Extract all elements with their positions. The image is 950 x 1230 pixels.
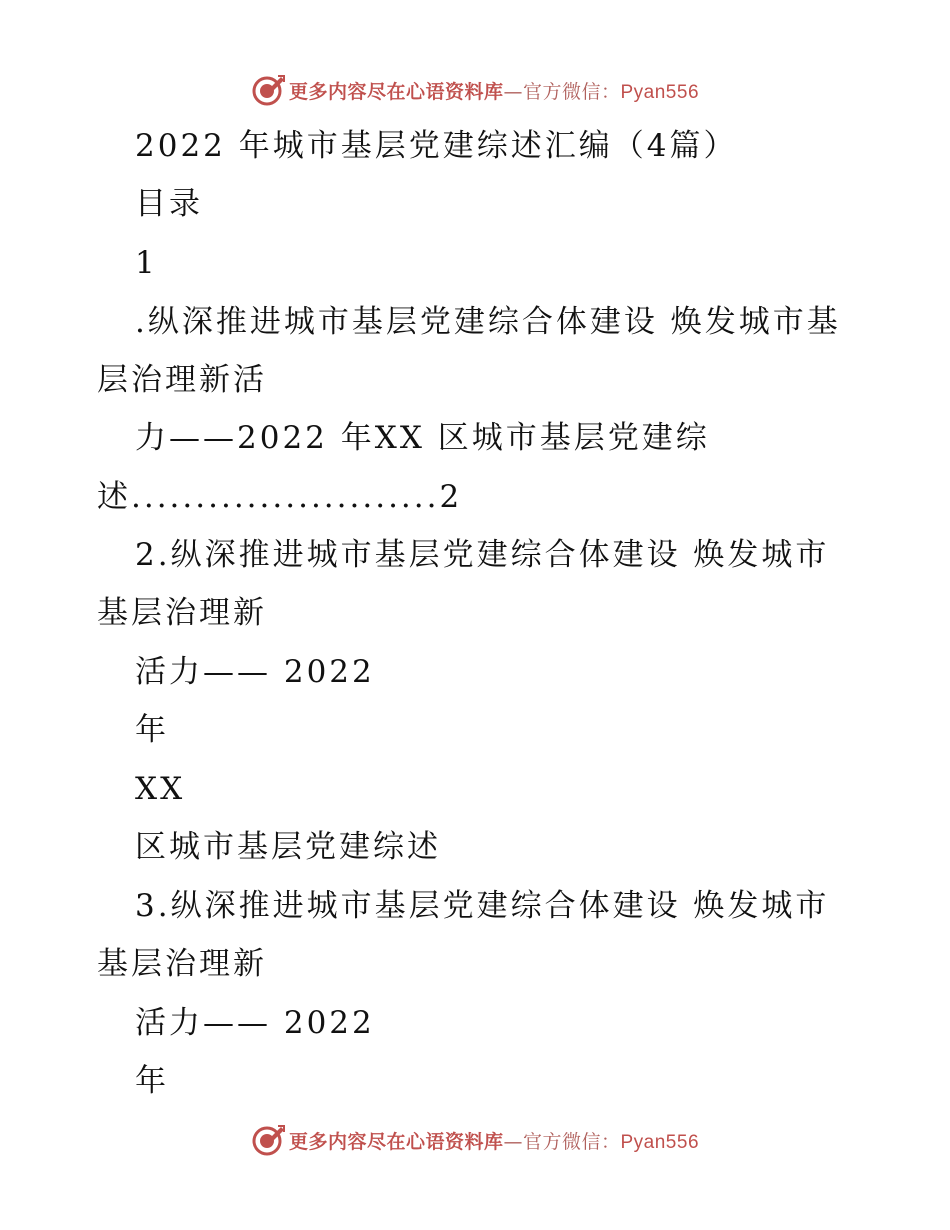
toc-line: 区城市基层党建综述 xyxy=(135,829,441,865)
toc-line: 年 xyxy=(135,712,169,748)
toc-line: 基层治理新 xyxy=(97,946,267,982)
banner-separator: —官方微信： xyxy=(503,1130,621,1153)
toc-line: 述........................2 xyxy=(97,479,463,515)
toc-line: 活力—— 2022 xyxy=(135,1005,375,1041)
banner-wechat-id: Pyan556 xyxy=(620,1131,700,1153)
banner-wechat-id: Pyan556 xyxy=(620,81,700,103)
banner-site-name: 更多内容尽在心语资料库 xyxy=(288,1130,504,1153)
toc-line: XX xyxy=(135,771,186,807)
toc-line: 基层治理新 xyxy=(97,595,267,631)
toc-line: 层治理新活 xyxy=(97,362,267,398)
toc-heading: 目录 xyxy=(135,186,203,222)
document-title: 2022 年城市基层党建综述汇编（4篇） xyxy=(135,128,738,164)
header-banner xyxy=(0,70,950,110)
toc-line: 力——2022 年XX 区城市基层党建综 xyxy=(135,420,710,456)
footer-banner xyxy=(0,1120,950,1160)
toc-line: 2.纵深推进城市基层党建综合体建设 焕发城市 xyxy=(135,537,830,573)
toc-line: 3.纵深推进城市基层党建综合体建设 焕发城市 xyxy=(135,888,830,924)
pen-nib-logo-icon xyxy=(251,73,285,107)
banner-separator: —官方微信： xyxy=(503,80,621,103)
pen-nib-logo-icon xyxy=(251,1123,285,1157)
banner-site-name: 更多内容尽在心语资料库 xyxy=(288,80,504,103)
toc-line: .纵深推进城市基层党建综合体建设 焕发城市基 xyxy=(135,304,841,340)
banner-text xyxy=(289,1127,699,1154)
toc-line: 1 xyxy=(135,245,158,281)
toc-line: 年 xyxy=(135,1063,169,1099)
toc-line: 活力—— 2022 xyxy=(135,654,375,690)
banner-text xyxy=(289,77,699,104)
